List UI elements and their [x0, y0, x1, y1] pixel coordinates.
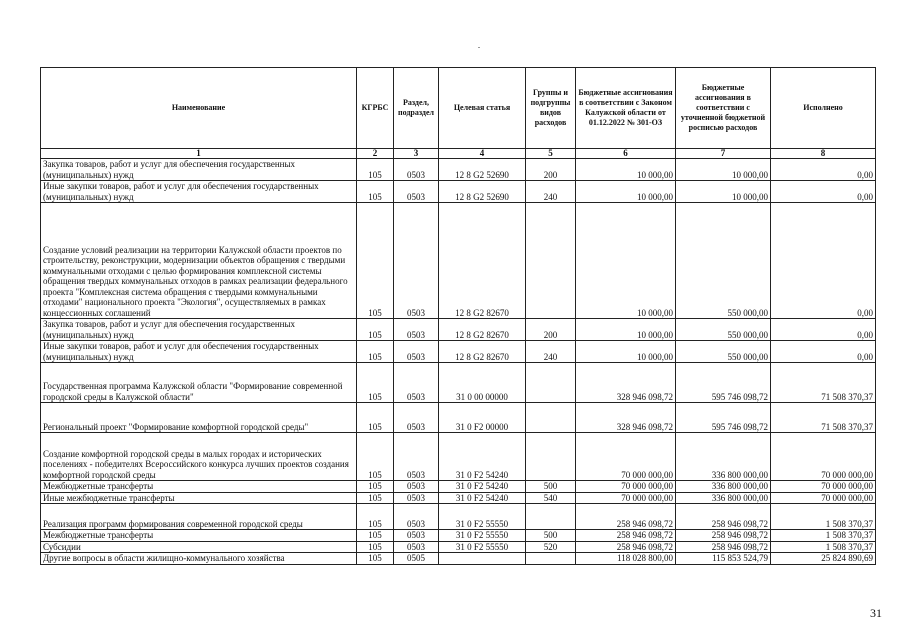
row-group: 500: [526, 481, 576, 493]
row-target: 12 8 G2 82670: [439, 203, 526, 319]
row-refined: 115 853 524,79: [676, 553, 771, 565]
row-law: 258 946 098,72: [576, 541, 676, 553]
row-kgrbs: 105: [357, 403, 394, 433]
table-row: [41, 181, 876, 203]
row-target: 31 0 00 00000: [439, 363, 526, 403]
table-row: [41, 492, 876, 504]
row-target: 12 8 G2 52690: [439, 181, 526, 203]
row-kgrbs: 105: [357, 553, 394, 565]
row-group: 540: [526, 492, 576, 504]
row-executed: 1 508 370,37: [771, 541, 876, 553]
row-refined: 595 746 098,72: [676, 403, 771, 433]
row-refined: 336 800 000,00: [676, 481, 771, 493]
row-law: 10 000,00: [576, 159, 676, 181]
row-law: 70 000 000,00: [576, 433, 676, 481]
row-executed: 0,00: [771, 203, 876, 319]
row-executed: 1 508 370,37: [771, 504, 876, 530]
row-kgrbs: 105: [357, 341, 394, 363]
col-number: 8: [771, 149, 876, 159]
row-kgrbs: 105: [357, 319, 394, 341]
table-row: [41, 341, 876, 363]
table-row: [41, 553, 876, 565]
row-refined: 258 946 098,72: [676, 504, 771, 530]
row-executed: 70 000 000,00: [771, 492, 876, 504]
header-section: Раздел, подраздел: [394, 68, 439, 149]
row-group: 520: [526, 541, 576, 553]
col-number: 5: [526, 149, 576, 159]
row-group: 240: [526, 341, 576, 363]
row-target: 31 0 F2 54240: [439, 481, 526, 493]
row-name: Иные закупки товаров, работ и услуг для обеспечения государственных (муниципальных) нужд: [41, 341, 357, 363]
row-refined: 258 946 098,72: [676, 530, 771, 542]
row-target: 12 8 G2 52690: [439, 159, 526, 181]
row-section: 0503: [394, 504, 439, 530]
row-name: Иные закупки товаров, работ и услуг для обеспечения государственных (муниципальных) нужд: [41, 181, 357, 203]
row-executed: 71 508 370,37: [771, 363, 876, 403]
row-executed: 1 508 370,37: [771, 530, 876, 542]
row-kgrbs: 105: [357, 541, 394, 553]
table-row: [41, 541, 876, 553]
col-number: 4: [439, 149, 526, 159]
header-law: Бюджетные ассигнования в соответствии с Законом Калужской области от 01.12.2022 № 301-ОЗ: [576, 68, 676, 149]
budget-table: [40, 67, 876, 565]
table-row: [41, 203, 876, 319]
row-group: [526, 433, 576, 481]
row-group: [526, 403, 576, 433]
row-name: Межбюджетные трансферты: [41, 530, 357, 542]
row-group: [526, 203, 576, 319]
row-refined: 550 000,00: [676, 341, 771, 363]
col-number: 7: [676, 149, 771, 159]
row-target: 12 8 G2 82670: [439, 319, 526, 341]
row-refined: 336 800 000,00: [676, 492, 771, 504]
row-group: 240: [526, 181, 576, 203]
row-name: Иные межбюджетные трансферты: [41, 492, 357, 504]
row-executed: 70 000 000,00: [771, 433, 876, 481]
row-name: Субсидии: [41, 541, 357, 553]
row-executed: 0,00: [771, 319, 876, 341]
table-row: [41, 504, 876, 530]
row-target: 31 0 F2 55550: [439, 541, 526, 553]
row-group: 500: [526, 530, 576, 542]
header-kgrbs: КГРБС: [357, 68, 394, 149]
row-refined: 550 000,00: [676, 203, 771, 319]
row-group: 200: [526, 319, 576, 341]
row-kgrbs: 105: [357, 181, 394, 203]
table-row: [41, 481, 876, 493]
row-section: 0503: [394, 363, 439, 403]
row-target: [439, 553, 526, 565]
row-section: 0503: [394, 203, 439, 319]
row-kgrbs: 105: [357, 492, 394, 504]
table-row: [41, 319, 876, 341]
row-law: 70 000 000,00: [576, 481, 676, 493]
row-refined: 336 800 000,00: [676, 433, 771, 481]
row-kgrbs: 105: [357, 159, 394, 181]
row-kgrbs: 105: [357, 530, 394, 542]
col-number: 2: [357, 149, 394, 159]
row-executed: 71 508 370,37: [771, 403, 876, 433]
row-group: [526, 553, 576, 565]
row-refined: 10 000,00: [676, 159, 771, 181]
row-name: Реализация программ формирования современной городской среды: [41, 504, 357, 530]
row-executed: 70 000 000,00: [771, 481, 876, 493]
col-number: 6: [576, 149, 676, 159]
row-name: Закупка товаров, работ и услуг для обеспечения государственных (муниципальных) нужд: [41, 319, 357, 341]
row-target: 31 0 F2 55550: [439, 530, 526, 542]
header-target: Целевая статья: [439, 68, 526, 149]
table-row: [41, 159, 876, 181]
row-section: 0503: [394, 319, 439, 341]
row-executed: 0,00: [771, 181, 876, 203]
row-law: 70 000 000,00: [576, 492, 676, 504]
row-group: [526, 363, 576, 403]
row-target: 12 8 G2 82670: [439, 341, 526, 363]
col-number: 1: [41, 149, 357, 159]
header-name: Наименование: [41, 68, 357, 149]
row-law: 118 028 800,00: [576, 553, 676, 565]
row-kgrbs: 105: [357, 504, 394, 530]
row-target: 31 0 F2 00000: [439, 403, 526, 433]
header-refined: Бюджетные ассигнования в соответствии с уточненной бюджетной росписью расходов: [676, 68, 771, 149]
row-group: 200: [526, 159, 576, 181]
row-section: 0505: [394, 553, 439, 565]
row-law: 328 946 098,72: [576, 363, 676, 403]
row-law: 10 000,00: [576, 181, 676, 203]
row-name: Межбюджетные трансферты: [41, 481, 357, 493]
row-target: 31 0 F2 54240: [439, 433, 526, 481]
row-law: 10 000,00: [576, 341, 676, 363]
row-name: Закупка товаров, работ и услуг для обеспечения государственных (муниципальных) нужд: [41, 159, 357, 181]
table-row: [41, 403, 876, 433]
scan-speck: [478, 47, 480, 48]
row-target: 31 0 F2 54240: [439, 492, 526, 504]
col-number: 3: [394, 149, 439, 159]
row-section: 0503: [394, 492, 439, 504]
row-kgrbs: 105: [357, 203, 394, 319]
row-section: 0503: [394, 481, 439, 493]
column-number-row: [41, 149, 876, 159]
row-law: 328 946 098,72: [576, 403, 676, 433]
row-refined: 550 000,00: [676, 319, 771, 341]
row-section: 0503: [394, 433, 439, 481]
row-section: 0503: [394, 181, 439, 203]
row-section: 0503: [394, 159, 439, 181]
row-executed: 25 824 890,69: [771, 553, 876, 565]
row-group: [526, 504, 576, 530]
row-law: 10 000,00: [576, 203, 676, 319]
row-section: 0503: [394, 341, 439, 363]
row-executed: 0,00: [771, 341, 876, 363]
row-section: 0503: [394, 541, 439, 553]
row-section: 0503: [394, 403, 439, 433]
page-number: 31: [870, 606, 882, 620]
row-name: Региональный проект "Формирование комфортной городской среды": [41, 403, 357, 433]
row-refined: 10 000,00: [676, 181, 771, 203]
row-kgrbs: 105: [357, 363, 394, 403]
row-kgrbs: 105: [357, 433, 394, 481]
table-row: [41, 363, 876, 403]
header-groups: Группы и подгруппы видов расходов: [526, 68, 576, 149]
header-executed: Исполнено: [771, 68, 876, 149]
row-name: Государственная программа Калужской области "Формирование современной городской среды в Калужской области": [41, 363, 357, 403]
row-executed: 0,00: [771, 159, 876, 181]
row-target: 31 0 F2 55550: [439, 504, 526, 530]
row-kgrbs: 105: [357, 481, 394, 493]
row-law: 10 000,00: [576, 319, 676, 341]
header-row: [41, 68, 876, 149]
table-row: [41, 530, 876, 542]
row-refined: 258 946 098,72: [676, 541, 771, 553]
row-name: Создание комфортной городской среды в малых городах и исторических поселениях - победителях Всероссийского конкурса лучших проектов создания комфортной городской среды: [41, 433, 357, 481]
row-section: 0503: [394, 530, 439, 542]
row-name: Создание условий реализации на территории Калужской области проектов по строительству, реконструкции, модернизации объектов обращения с твердыми коммунальными отходами с целью формирования комплексной системы обращения твердых коммунальных отходов в рамках реализации федерального проекта "Комплексная система обращения с твердыми коммунальными отходами" национального проекта "Экология", осуществляемых в рамках концессионных соглашений: [41, 203, 357, 319]
row-law: 258 946 098,72: [576, 530, 676, 542]
table-row: [41, 433, 876, 481]
row-name: Другие вопросы в области жилищно-коммунального хозяйства: [41, 553, 357, 565]
row-refined: 595 746 098,72: [676, 363, 771, 403]
row-law: 258 946 098,72: [576, 504, 676, 530]
